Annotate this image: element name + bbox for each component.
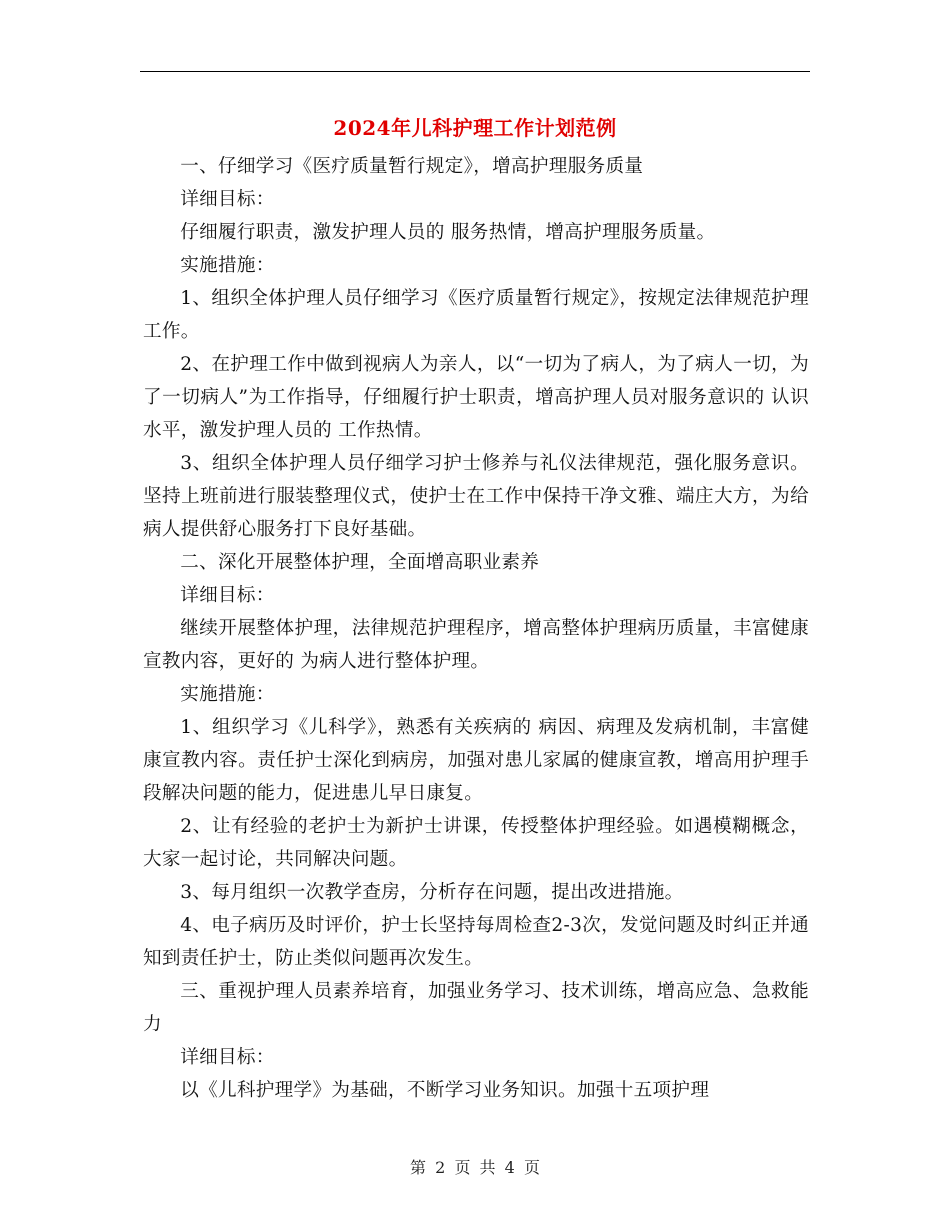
paragraph: 一、仔细学习《医疗质量暂行规定》，增高护理服务质量 <box>180 156 644 177</box>
footer-gong: 共 <box>479 1158 496 1177</box>
paragraph: 4、电子病历及时评价，护士长坚持每周检查2-3次，发觉问题及时纠正并通知到责任护士，防止类似问题再次发生。 <box>143 915 809 969</box>
paragraph: 3、组织全体护理人员仔细学习护士修养与礼仪法律规范，强化服务意识。坚持上班前进行服装整理仪式，使护士在工作中保持干净文雅、端庄大方，为给病人提供舒心服务打下良好基础。 <box>143 453 809 540</box>
paragraph: 详细目标： <box>180 189 275 210</box>
paragraph: 2、在护理工作中做到视病人为亲人，以“一切为了病人，为了病人一切，为了一切病人”为工作指导，仔细履行护士职责，增高护理人员对服务意识的 认识水平，激发护理人员的 工作热情。 <box>143 354 809 441</box>
paragraph: 继续开展整体护理，法律规范护理程序，增高整体护理病历质量，丰富健康宣教内容，更好的 为病人进行整体护理。 <box>143 618 809 672</box>
document-body <box>143 150 809 1107</box>
paragraph: 实施措施： <box>180 684 275 705</box>
header-rule <box>140 71 810 72</box>
paragraph: 1、组织学习《儿科学》，熟悉有关疾病的 病因、病理及发病机制，丰富健康宣教内容。责任护士深化到病房，加强对患儿家属的健康宣教，增高用护理手段解决问题的能力，促进患儿早日康复。 <box>143 717 809 804</box>
paragraph: 二、深化开展整体护理，全面增高职业素养 <box>180 552 540 573</box>
footer-page-number: 2 <box>435 1158 446 1177</box>
paragraph: 1、组织全体护理人员仔细学习《医疗质量暂行规定》，按规定法律规范护理工作。 <box>143 288 809 342</box>
paragraph: 三、重视护理人员素养培育，加强业务学习、技术训练，增高应急、急救能力 <box>143 981 809 1035</box>
paragraph: 详细目标： <box>180 1047 275 1068</box>
footer-ye2: 页 <box>523 1158 540 1177</box>
footer-ye: 页 <box>454 1158 471 1177</box>
paragraph: 实施措施： <box>180 255 275 276</box>
paragraph: 详细目标： <box>180 585 275 606</box>
footer-di: 第 <box>410 1158 427 1177</box>
footer-total-pages: 4 <box>504 1158 515 1177</box>
paragraph: 以《儿科护理学》为基础，不断学习业务知识。加强十五项护理 <box>180 1080 710 1101</box>
document-title: 2024年儿科护理工作计划范例 <box>333 116 617 140</box>
page-footer <box>0 1155 950 1178</box>
paragraph: 3、每月组织一次教学查房，分析存在问题，提出改进措施。 <box>180 882 684 903</box>
paragraph: 2、让有经验的老护士为新护士讲课，传授整体护理经验。如遇模糊概念，大家一起讨论，共同解决问题。 <box>143 816 809 870</box>
paragraph: 仔细履行职责，激发护理人员的 服务热情，增高护理服务质量。 <box>180 222 716 243</box>
